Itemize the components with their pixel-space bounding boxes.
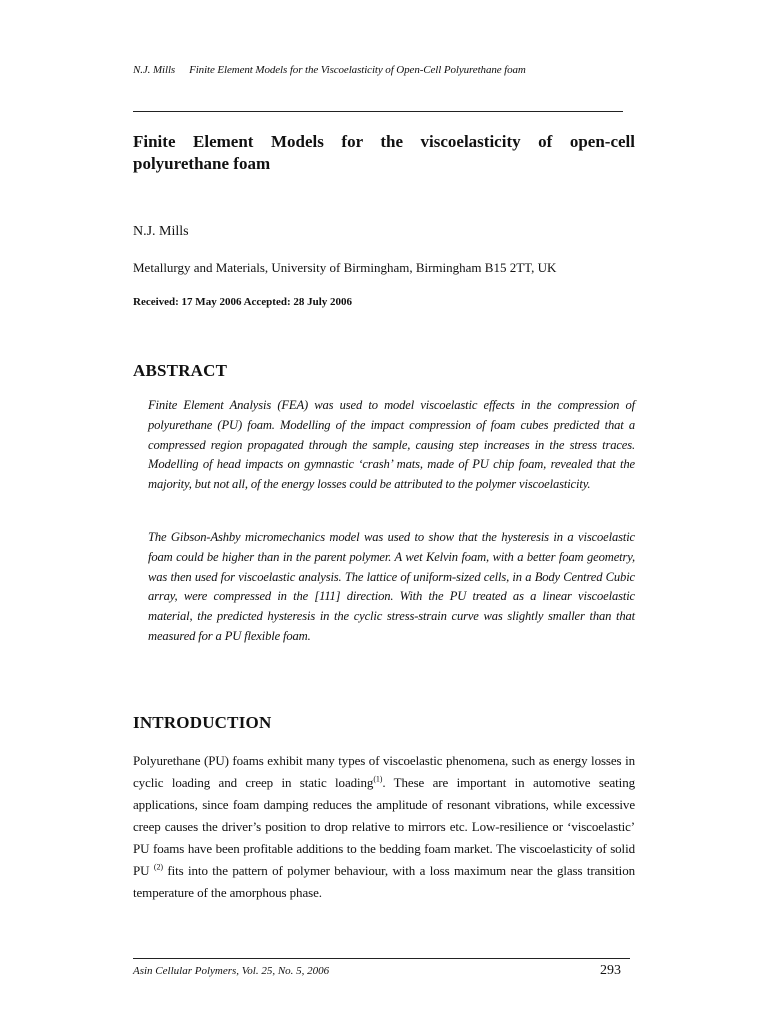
article-title: Finite Element Models for the viscoelasticity of open-cell polyurethane foam <box>133 132 635 173</box>
intro-text-2: . These are important in automotive seating applications, since foam damping reduces the amplitude of resonant vibrations, while excessive creep causes the driver’s position to drop relative to mirrors etc. Low-resilience or ‘viscoelastic’ PU foams have been profitable additions to the bedding foam market. The viscoelasticity of solid PU <box>133 775 635 878</box>
introduction-paragraph <box>133 750 635 904</box>
abstract-heading: ABSTRACT <box>133 361 228 380</box>
page-number: 293 <box>600 963 621 978</box>
intro-text-1: Polyurethane (PU) foams exhibit many types of viscoelastic phenomena, such as energy losses in cyclic loading and creep in static loading <box>133 753 635 790</box>
running-head-title: Finite Element Models for the Viscoelasticity of Open-Cell Polyurethane foam <box>189 64 526 76</box>
running-head-author: N.J. Mills <box>133 64 176 76</box>
article-author: N.J. Mills <box>133 224 189 239</box>
journal-citation: Asin Cellular Polymers, Vol. 25, No. 5, 2006 <box>133 965 330 977</box>
reference-2: (2) <box>153 862 163 872</box>
intro-text-3: fits into the pattern of polymer behaviour, with a loss maximum near the glass transition temperature of the amorphous phase. <box>133 863 635 900</box>
reference-1: (1) <box>373 774 383 784</box>
introduction-heading: INTRODUCTION <box>133 713 272 732</box>
running-head <box>133 64 526 76</box>
received-accepted-dates: Received: 17 May 2006 Accepted: 28 July 2006 <box>133 296 353 308</box>
header-rule <box>133 111 623 112</box>
footer-rule <box>133 958 630 959</box>
author-affiliation: Metallurgy and Materials, University of Birmingham, Birmingham B15 2TT, UK <box>133 260 557 275</box>
abstract-paragraph-1: Finite Element Analysis (FEA) was used to model viscoelastic effects in the compression of polyurethane (PU) foam. Modelling of the impact compression of foam cubes predicted that a compressed region propagated through the sample, causing step increases in the stress traces. Modelling of head impacts on gymnastic ‘crash’ mats, made of PU chip foam, revealed that the majority, but not all, of the energy losses could be attributed to the polymer viscoelasticity. <box>148 398 635 492</box>
abstract-paragraph-2: The Gibson-Ashby micromechanics model was used to show that the hysteresis in a viscoelastic foam could be higher than in the parent polymer. A wet Kelvin foam, with a better foam geometry, was then used for viscoelastic analysis. The lattice of uniform-sized cells, in a Body Centred Cubic array, were compressed in the [111] direction. With the PU treated as a linear viscoelastic material, the predicted hysteresis in the cyclic stress-strain curve was slightly smaller than that measured for a PU flexible foam. <box>148 530 635 643</box>
